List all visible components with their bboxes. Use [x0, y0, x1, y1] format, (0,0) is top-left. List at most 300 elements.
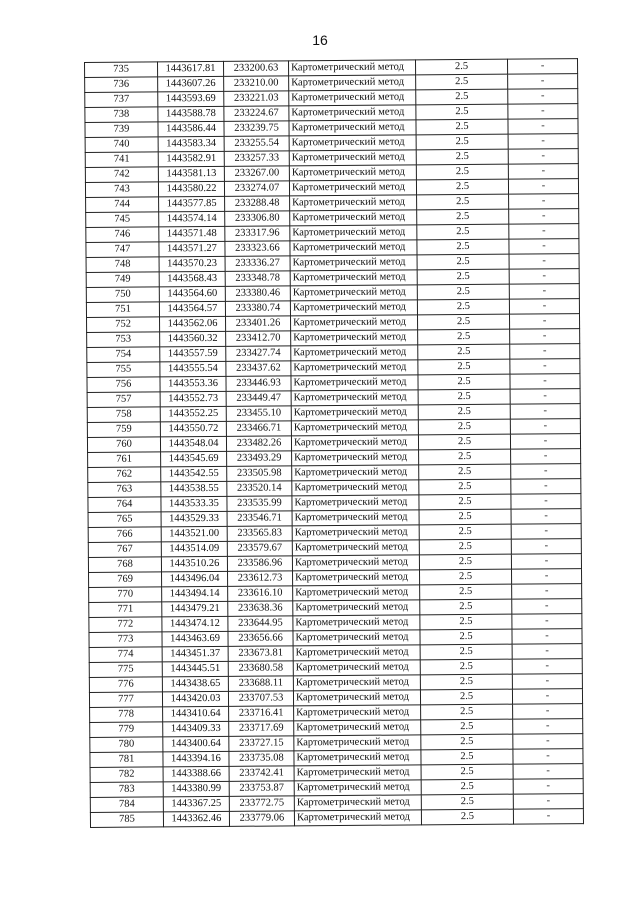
method-cell: Картометрический метод	[294, 795, 421, 811]
coordinate-x: 1443380.99	[163, 781, 229, 797]
point-number: 781	[90, 752, 163, 768]
coordinate-y: 233317.96	[225, 226, 290, 242]
coordinate-y: 233221.03	[224, 91, 289, 107]
accuracy-cell: 2.5	[416, 89, 508, 105]
method-cell: Картометрический метод	[291, 315, 418, 331]
accuracy-cell: 2.5	[416, 104, 508, 120]
method-cell: Картометрический метод	[294, 705, 421, 721]
method-cell: Картометрический метод	[292, 495, 419, 511]
accuracy-cell: 2.5	[419, 554, 511, 570]
note-cell: -	[510, 434, 580, 450]
accuracy-cell: 2.5	[419, 524, 511, 540]
accuracy-cell: 2.5	[420, 644, 512, 660]
point-number: 737	[85, 92, 158, 108]
coordinate-x: 1443586.44	[158, 121, 224, 137]
coordinate-y: 233742.41	[229, 766, 294, 782]
note-cell: -	[513, 734, 583, 750]
point-number: 759	[87, 422, 160, 438]
note-cell: -	[512, 614, 582, 630]
coordinate-x: 1443552.25	[160, 406, 226, 422]
point-number: 773	[89, 632, 162, 648]
coordinate-y: 233520.14	[227, 481, 292, 497]
coordinate-x: 1443607.26	[158, 76, 224, 92]
method-cell: Картометрический метод	[289, 120, 416, 136]
coordinate-y: 233616.10	[228, 586, 293, 602]
method-cell: Картометрический метод	[294, 735, 421, 751]
point-number: 770	[89, 587, 162, 603]
accuracy-cell: 2.5	[421, 749, 513, 765]
coordinate-x: 1443580.22	[158, 181, 224, 197]
method-cell: Картометрический метод	[289, 90, 416, 106]
point-number: 740	[85, 137, 158, 153]
coordinate-y: 233707.53	[228, 691, 293, 707]
accuracy-cell: 2.5	[420, 584, 512, 600]
coordinate-x: 1443545.69	[161, 451, 227, 467]
coordinate-y: 233427.74	[226, 346, 291, 362]
point-number: 743	[85, 182, 158, 198]
coordinate-x: 1443542.55	[161, 466, 227, 482]
point-number: 739	[85, 122, 158, 138]
method-cell: Картометрический метод	[289, 75, 416, 91]
point-number: 762	[88, 467, 161, 483]
coordinate-x: 1443588.78	[158, 106, 224, 122]
method-cell: Картометрический метод	[289, 180, 416, 196]
method-cell: Картометрический метод	[290, 255, 417, 271]
note-cell: -	[513, 704, 583, 720]
point-number: 754	[87, 347, 160, 363]
method-cell: Картометрический метод	[292, 555, 419, 571]
note-cell: -	[513, 719, 583, 735]
coordinate-y: 233644.95	[228, 616, 293, 632]
coordinate-x: 1443451.37	[162, 646, 228, 662]
coordinate-y: 233336.27	[225, 256, 290, 272]
coordinate-x: 1443367.25	[163, 796, 229, 812]
coordinate-x: 1443474.12	[162, 616, 228, 632]
accuracy-cell: 2.5	[417, 269, 509, 285]
point-number: 768	[88, 557, 161, 573]
coordinate-y: 233493.29	[227, 451, 292, 467]
accuracy-cell: 2.5	[416, 119, 508, 135]
note-cell: -	[509, 314, 579, 330]
coordinate-x: 1443529.33	[161, 511, 227, 527]
coordinate-x: 1443550.72	[160, 421, 226, 437]
method-cell: Картометрический метод	[291, 375, 418, 391]
method-cell: Картометрический метод	[290, 300, 417, 316]
coordinate-y: 233546.71	[227, 511, 292, 527]
coordinate-x: 1443496.04	[162, 571, 228, 587]
point-number: 758	[87, 407, 160, 423]
point-number: 776	[89, 677, 162, 693]
note-cell: -	[509, 299, 579, 315]
method-cell: Картометрический метод	[293, 645, 420, 661]
coordinate-x: 1443581.13	[158, 166, 224, 182]
accuracy-cell: 2.5	[418, 434, 510, 450]
table-row	[90, 809, 583, 828]
coordinate-x: 1443571.48	[159, 226, 225, 242]
coordinate-x: 1443574.14	[159, 211, 225, 227]
note-cell: -	[509, 224, 579, 240]
coordinate-x: 1443388.66	[163, 766, 229, 782]
accuracy-cell: 2.5	[421, 794, 513, 810]
method-cell: Картометрический метод	[291, 405, 418, 421]
coordinate-x: 1443560.32	[160, 331, 226, 347]
accuracy-cell: 2.5	[421, 704, 513, 720]
point-number: 765	[88, 512, 161, 528]
method-cell: Картометрический метод	[291, 330, 418, 346]
accuracy-cell: 2.5	[417, 194, 509, 210]
method-cell: Картометрический метод	[293, 585, 420, 601]
point-number: 742	[85, 167, 158, 183]
coordinate-x: 1443562.06	[160, 316, 226, 332]
point-number: 777	[89, 692, 162, 708]
note-cell: -	[511, 569, 581, 585]
point-number: 775	[89, 662, 162, 678]
coordinate-x: 1443577.85	[159, 196, 225, 212]
note-cell: -	[508, 179, 578, 195]
coordinate-x: 1443583.34	[158, 136, 224, 152]
coordinate-x: 1443564.60	[159, 286, 225, 302]
note-cell: -	[513, 749, 583, 765]
point-number: 748	[86, 257, 159, 273]
coordinate-y: 233239.75	[224, 121, 289, 137]
accuracy-cell: 2.5	[417, 299, 509, 315]
accuracy-cell: 2.5	[418, 359, 510, 375]
note-cell: -	[511, 464, 581, 480]
coordinate-y: 233348.78	[225, 271, 290, 287]
point-number: 747	[86, 242, 159, 258]
accuracy-cell: 2.5	[419, 479, 511, 495]
note-cell: -	[510, 359, 580, 375]
method-cell: Картометрический метод	[290, 270, 417, 286]
note-cell: -	[510, 329, 580, 345]
coordinate-y: 233716.41	[229, 706, 294, 722]
point-number: 736	[85, 77, 158, 93]
coordinate-x: 1443548.04	[160, 436, 226, 452]
note-cell: -	[511, 449, 581, 465]
coordinate-y: 233380.74	[225, 301, 290, 317]
accuracy-cell: 2.5	[421, 719, 513, 735]
method-cell: Картометрический метод	[293, 630, 420, 646]
coordinate-y: 233274.07	[224, 181, 289, 197]
point-number: 769	[89, 572, 162, 588]
note-cell: -	[512, 659, 582, 675]
method-cell: Картометрический метод	[291, 420, 418, 436]
coordinate-x: 1443521.00	[161, 526, 227, 542]
point-number: 780	[90, 737, 163, 753]
point-number: 785	[90, 812, 163, 828]
coordinate-y: 233466.71	[226, 421, 291, 437]
point-number: 764	[88, 497, 161, 513]
point-number: 766	[88, 527, 161, 543]
accuracy-cell: 2.5	[416, 74, 508, 90]
note-cell: -	[512, 689, 582, 705]
note-cell: -	[507, 59, 577, 75]
note-cell: -	[508, 164, 578, 180]
note-cell: -	[510, 389, 580, 405]
note-cell: -	[513, 764, 583, 780]
coordinate-x: 1443479.21	[162, 601, 228, 617]
accuracy-cell: 2.5	[417, 254, 509, 270]
accuracy-cell: 2.5	[419, 539, 511, 555]
coordinate-y: 233727.15	[229, 736, 294, 752]
method-cell: Картометрический метод	[292, 540, 419, 556]
accuracy-cell: 2.5	[418, 374, 510, 390]
point-number: 784	[90, 797, 163, 813]
method-cell: Картометрический метод	[290, 285, 417, 301]
coordinate-y: 233673.81	[228, 646, 293, 662]
note-cell: -	[513, 779, 583, 795]
coordinate-y: 233401.26	[226, 316, 291, 332]
coordinate-x: 1443582.91	[158, 151, 224, 167]
accuracy-cell: 2.5	[418, 404, 510, 420]
point-number: 751	[86, 302, 159, 318]
accuracy-cell: 2.5	[419, 464, 511, 480]
accuracy-cell: 2.5	[420, 689, 512, 705]
accuracy-cell: 2.5	[419, 569, 511, 585]
note-cell: -	[513, 809, 583, 825]
note-cell: -	[511, 494, 581, 510]
accuracy-cell: 2.5	[417, 209, 509, 225]
point-number: 745	[86, 212, 159, 228]
accuracy-cell: 2.5	[418, 329, 510, 345]
coordinate-y: 233688.11	[228, 676, 293, 692]
point-number: 779	[90, 722, 163, 738]
coordinate-x: 1443617.81	[158, 61, 224, 77]
coordinate-y: 233255.54	[224, 136, 289, 152]
method-cell: Картометрический метод	[292, 480, 419, 496]
note-cell: -	[509, 239, 579, 255]
coordinate-x: 1443564.57	[159, 301, 225, 317]
method-cell: Картометрический метод	[289, 165, 416, 181]
method-cell: Картометрический метод	[294, 810, 421, 826]
note-cell: -	[511, 554, 581, 570]
coordinate-x: 1443420.03	[162, 691, 228, 707]
accuracy-cell: 2.5	[416, 179, 508, 195]
note-cell: -	[508, 134, 578, 150]
method-cell: Картометрический метод	[291, 360, 418, 376]
coordinate-x: 1443571.27	[159, 241, 225, 257]
point-number: 761	[88, 452, 161, 468]
method-cell: Картометрический метод	[290, 225, 417, 241]
accuracy-cell: 2.5	[416, 149, 508, 165]
point-number: 783	[90, 782, 163, 798]
accuracy-cell: 2.5	[420, 629, 512, 645]
method-cell: Картометрический метод	[293, 570, 420, 586]
note-cell: -	[509, 209, 579, 225]
method-cell: Картометрический метод	[290, 210, 417, 226]
coordinate-x: 1443394.16	[163, 751, 229, 767]
note-cell: -	[508, 74, 578, 90]
note-cell: -	[511, 539, 581, 555]
point-number: 760	[87, 437, 160, 453]
coordinate-y: 233779.06	[229, 811, 294, 827]
coordinate-y: 233753.87	[229, 781, 294, 797]
coordinate-x: 1443593.69	[158, 91, 224, 107]
coordinate-x: 1443510.26	[161, 556, 227, 572]
coordinate-x: 1443570.23	[159, 256, 225, 272]
coordinate-x: 1443362.46	[163, 811, 229, 827]
point-number: 749	[86, 272, 159, 288]
method-cell: Картометрический метод	[289, 105, 416, 121]
note-cell: -	[511, 524, 581, 540]
method-cell: Картометрический метод	[292, 450, 419, 466]
coordinate-y: 233535.99	[227, 496, 292, 512]
note-cell: -	[510, 404, 580, 420]
point-number: 735	[85, 62, 158, 78]
coordinate-x: 1443400.64	[163, 736, 229, 752]
note-cell: -	[511, 479, 581, 495]
point-number: 738	[85, 107, 158, 123]
point-number: 755	[87, 362, 160, 378]
method-cell: Картометрический метод	[291, 345, 418, 361]
accuracy-cell: 2.5	[416, 134, 508, 150]
accuracy-cell: 2.5	[421, 734, 513, 750]
accuracy-cell: 2.5	[418, 419, 510, 435]
coordinate-x: 1443514.09	[161, 541, 227, 557]
coordinate-x: 1443409.33	[163, 721, 229, 737]
accuracy-cell: 2.5	[420, 659, 512, 675]
method-cell: Картометрический метод	[291, 390, 418, 406]
method-cell: Картометрический метод	[293, 660, 420, 676]
note-cell: -	[512, 599, 582, 615]
coordinate-y: 233437.62	[226, 361, 291, 377]
coordinate-y: 233224.67	[224, 106, 289, 122]
coordinate-y: 233579.67	[227, 541, 292, 557]
coordinate-y: 233656.66	[228, 631, 293, 647]
method-cell: Картометрический метод	[288, 60, 415, 76]
note-cell: -	[510, 374, 580, 390]
coordinate-y: 233455.10	[226, 406, 291, 422]
coordinate-y: 233323.66	[225, 241, 290, 257]
accuracy-cell: 2.5	[420, 614, 512, 630]
note-cell: -	[512, 584, 582, 600]
note-cell: -	[510, 419, 580, 435]
point-number: 767	[88, 542, 161, 558]
note-cell: -	[512, 629, 582, 645]
accuracy-cell: 2.5	[419, 494, 511, 510]
point-number: 763	[88, 482, 161, 498]
coordinate-x: 1443552.73	[160, 391, 226, 407]
point-number: 741	[85, 152, 158, 168]
coordinate-y: 233612.73	[228, 571, 293, 587]
note-cell: -	[509, 269, 579, 285]
point-number: 771	[89, 602, 162, 618]
point-number: 778	[90, 707, 163, 723]
method-cell: Картометрический метод	[290, 195, 417, 211]
note-cell: -	[508, 119, 578, 135]
coordinate-y: 233505.98	[227, 466, 292, 482]
method-cell: Картометрический метод	[289, 150, 416, 166]
point-number: 752	[87, 317, 160, 333]
method-cell: Картометрический метод	[292, 465, 419, 481]
point-number: 757	[87, 392, 160, 408]
accuracy-cell: 2.5	[421, 779, 513, 795]
method-cell: Картометрический метод	[290, 240, 417, 256]
note-cell: -	[508, 89, 578, 105]
point-number: 782	[90, 767, 163, 783]
page-number: 16	[312, 32, 328, 48]
coordinate-y: 233586.96	[227, 556, 292, 572]
note-cell: -	[513, 794, 583, 810]
method-cell: Картометрический метод	[294, 765, 421, 781]
method-cell: Картометрический метод	[294, 750, 421, 766]
accuracy-cell: 2.5	[417, 224, 509, 240]
point-number: 753	[87, 332, 160, 348]
method-cell: Картометрический метод	[293, 690, 420, 706]
coordinate-x: 1443445.51	[162, 661, 228, 677]
point-number: 756	[87, 377, 160, 393]
coordinate-x: 1443533.35	[161, 496, 227, 512]
coordinate-y: 233257.33	[224, 151, 289, 167]
coordinate-y: 233638.36	[228, 601, 293, 617]
note-cell: -	[509, 284, 579, 300]
accuracy-cell: 2.5	[419, 449, 511, 465]
accuracy-cell: 2.5	[417, 314, 509, 330]
method-cell: Картометрический метод	[294, 720, 421, 736]
coordinates-table-body	[85, 59, 584, 828]
method-cell: Картометрический метод	[292, 525, 419, 541]
coordinate-y: 233735.08	[229, 751, 294, 767]
accuracy-cell: 2.5	[419, 509, 511, 525]
note-cell: -	[512, 674, 582, 690]
accuracy-cell: 2.5	[417, 239, 509, 255]
method-cell: Картометрический метод	[293, 600, 420, 616]
accuracy-cell: 2.5	[418, 389, 510, 405]
note-cell: -	[508, 149, 578, 165]
coordinates-table	[84, 58, 584, 828]
note-cell: -	[509, 194, 579, 210]
point-number: 750	[86, 287, 159, 303]
accuracy-cell: 2.5	[421, 809, 513, 825]
coordinate-x: 1443463.69	[162, 631, 228, 647]
coordinate-y: 233380.46	[225, 286, 290, 302]
accuracy-cell: 2.5	[417, 284, 509, 300]
method-cell: Картометрический метод	[294, 780, 421, 796]
note-cell: -	[511, 509, 581, 525]
coordinate-x: 1443438.65	[162, 676, 228, 692]
coordinate-y: 233446.93	[226, 376, 291, 392]
coordinate-y: 233288.48	[225, 196, 290, 212]
coordinate-x: 1443557.59	[160, 346, 226, 362]
coordinate-y: 233412.70	[226, 331, 291, 347]
coordinate-x: 1443555.54	[160, 361, 226, 377]
coordinate-y: 233267.00	[224, 166, 289, 182]
coordinate-x: 1443538.55	[161, 481, 227, 497]
point-number: 746	[86, 227, 159, 243]
coordinate-y: 233680.58	[228, 661, 293, 677]
accuracy-cell: 2.5	[418, 344, 510, 360]
coordinate-y: 233210.00	[224, 76, 289, 92]
accuracy-cell: 2.5	[420, 674, 512, 690]
accuracy-cell: 2.5	[416, 164, 508, 180]
point-number: 744	[86, 197, 159, 213]
method-cell: Картометрический метод	[289, 135, 416, 151]
method-cell: Картометрический метод	[293, 675, 420, 691]
point-number: 774	[89, 647, 162, 663]
note-cell: -	[512, 644, 582, 660]
coordinate-x: 1443494.14	[162, 586, 228, 602]
method-cell: Картометрический метод	[293, 615, 420, 631]
note-cell: -	[509, 254, 579, 270]
point-number: 772	[89, 617, 162, 633]
coordinate-y: 233200.63	[223, 61, 288, 77]
method-cell: Картометрический метод	[292, 510, 419, 526]
accuracy-cell: 2.5	[421, 764, 513, 780]
coordinate-y: 233306.80	[225, 211, 290, 227]
coordinate-y: 233717.69	[229, 721, 294, 737]
coordinate-x: 1443568.43	[159, 271, 225, 287]
accuracy-cell: 2.5	[420, 599, 512, 615]
